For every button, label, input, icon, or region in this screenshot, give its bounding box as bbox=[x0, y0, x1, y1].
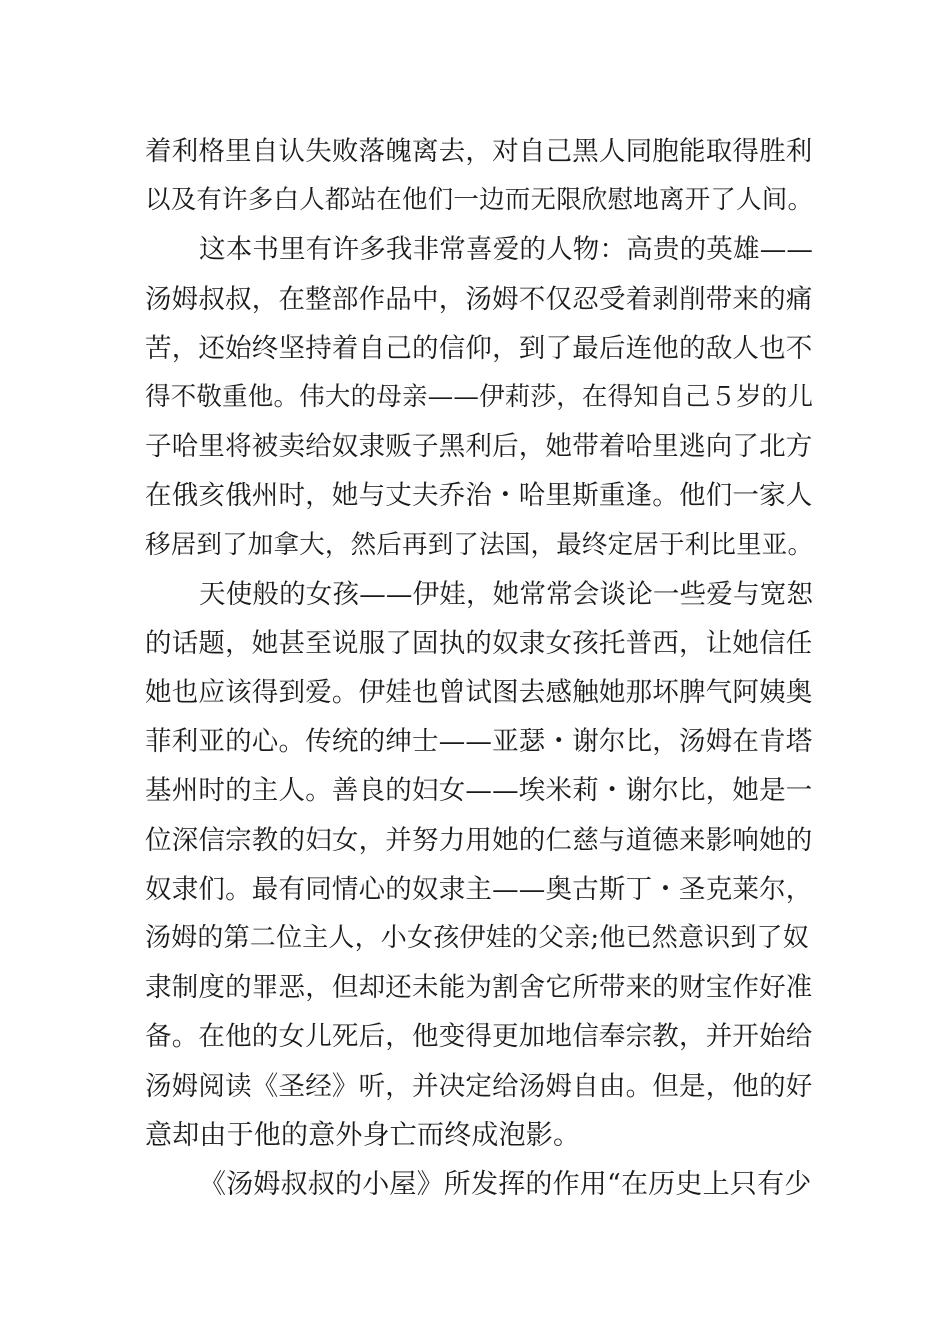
paragraph-first-line: 《汤姆叔叔的小屋》所发挥的作用“在历史上只有少 bbox=[199, 1168, 812, 1200]
text-line: 以及有许多白人都站在他们一边而无限欣慰地离开了人间。 bbox=[145, 185, 814, 216]
text-line: 菲利亚的心。传统的绅士——亚瑟・谢尔比，汤姆在肯塔 bbox=[145, 726, 813, 758]
text-line: 位深信宗教的妇女，并努力用她的仁慈与道德来影响她的 bbox=[145, 824, 813, 856]
text-line: 汤姆的第二位主人，小女孩伊娃的父亲;他已然意识到了奴 bbox=[145, 923, 809, 953]
text-line: 意却由于他的意外身亡而终成泡影。 bbox=[145, 1119, 581, 1151]
paragraph-first-line: 天使般的女孩——伊娃，她常常会谈论一些爱与宽恕 bbox=[199, 578, 814, 610]
text-line: 她也应该得到爱。伊娃也曾试图去感触她那坏脾气阿姨奥 bbox=[145, 677, 813, 709]
text-line: 着利格里自认失败落魄离去，对自己黑人同胞能取得胜利 bbox=[145, 136, 813, 167]
text-line: 汤姆阅读《圣经》听，并决定给汤姆自由。但是，他的好 bbox=[145, 1070, 813, 1102]
text-line: 得不敬重他。伟大的母亲——伊莉莎，在得知自己５岁的儿 bbox=[145, 381, 814, 412]
text-line: 备。在他的女儿死后，他变得更加地信奉宗教，并开始给 bbox=[145, 1021, 813, 1053]
text-line: 苦，还始终坚持着自己的信仰，到了最后连他的敌人也不 bbox=[145, 332, 813, 364]
text-line: 隶制度的罪恶，但却还未能为割舍它所带来的财宝作好准 bbox=[145, 972, 813, 1004]
text-line: 在俄亥俄州时，她与丈夫乔治・哈里斯重逢。他们一家人 bbox=[145, 480, 813, 512]
body-text bbox=[145, 127, 820, 1209]
paragraph-first-line: 这本书里有许多我非常喜爱的人物：高贵的英雄—— bbox=[199, 234, 814, 266]
text-line: 子哈里将被卖给奴隶贩子黑利后，她带着哈里逃向了北方 bbox=[145, 431, 813, 463]
text-line: 移居到了加拿大，然后再到了法国，最终定居于利比里亚。 bbox=[145, 529, 814, 560]
text-line: 奴隶们。最有同情心的奴隶主——奥古斯丁・圣克莱尔， bbox=[145, 873, 813, 905]
text-line: 基州时的主人。善良的妇女——埃米莉・谢尔比，她是一 bbox=[145, 775, 813, 807]
text-line: 的话题，她甚至说服了固执的奴隶女孩托普西，让她信任 bbox=[145, 627, 813, 659]
text-line: 汤姆叔叔，在整部作品中，汤姆不仅忍受着剥削带来的痛 bbox=[145, 283, 813, 315]
